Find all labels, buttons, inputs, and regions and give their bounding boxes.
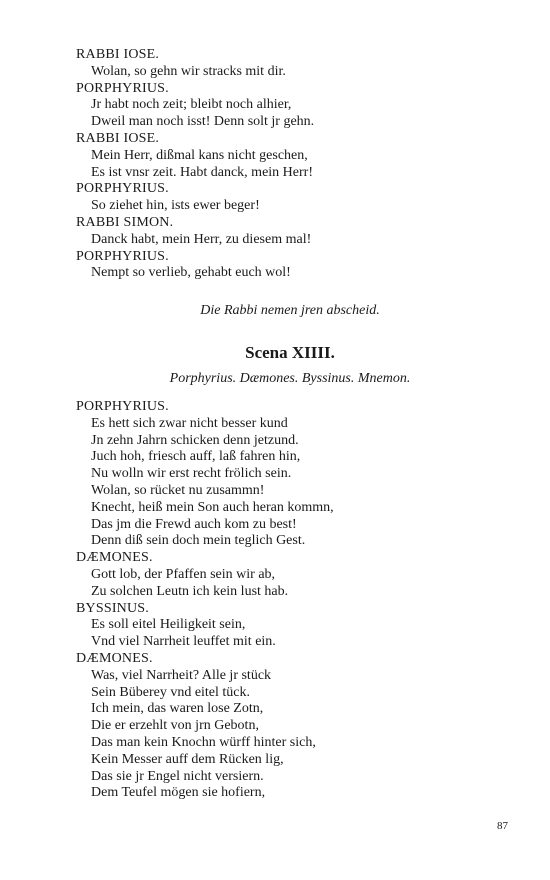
verse-line: Das jm die Frewd auch kom zu best! bbox=[91, 516, 297, 532]
verse-line: Die er erzehlt von jrn Gebotn, bbox=[91, 718, 259, 734]
verse-line: Das man kein Knochn würff hinter sich, bbox=[91, 734, 316, 750]
verse-line: Ich mein, das waren lose Zotn, bbox=[91, 701, 264, 717]
verse-line: Vnd viel Narrheit leuffet mit ein. bbox=[91, 634, 276, 650]
verse-line: Es ist vnsr zeit. Habt danck, mein Herr! bbox=[91, 164, 313, 180]
verse-line: Das sie jr Engel nicht versiern. bbox=[91, 768, 264, 784]
verse-line: Nempt so verlieb, gehabt euch wol! bbox=[91, 265, 291, 281]
verse-line: Dweil man noch isst! Denn solt jr gehn. bbox=[91, 114, 315, 130]
speaker-name: BYSSINUS. bbox=[76, 600, 149, 616]
verse-line: Gott lob, der Pfaffen sein wir ab, bbox=[91, 566, 276, 582]
speaker-name: PORPHYRIUS. bbox=[76, 248, 169, 264]
speaker-name: RABBI IOSE. bbox=[76, 130, 160, 146]
verse-line: Jn zehn Jahrn schicken denn jetzund. bbox=[91, 432, 299, 448]
verse-line: Denn diß sein doch mein teglich Gest. bbox=[91, 533, 306, 549]
verse-line: Juch hoh, friesch auff, laß fahren hin, bbox=[91, 449, 301, 465]
verse-line: Wolan, so rücket nu zusammn! bbox=[91, 482, 265, 498]
verse-line: Zu solchen Leutn ich kein lust hab. bbox=[91, 583, 289, 599]
verse-line: Danck habt, mein Herr, zu diesem mal! bbox=[91, 231, 312, 247]
verse-line: Wolan, so gehn wir stracks mit dir. bbox=[91, 63, 286, 79]
dialogue-block-top bbox=[76, 47, 476, 282]
dialogue-block-bottom bbox=[76, 399, 476, 802]
verse-line: Kein Messer auff dem Rücken lig, bbox=[91, 751, 284, 767]
speaker-name: RABBI SIMON. bbox=[76, 214, 174, 230]
speaker-name: DÆMONES. bbox=[76, 650, 153, 666]
verse-line: Nu wolln wir erst recht frölich sein. bbox=[91, 466, 292, 482]
verse-line: Sein Büberey vnd eitel tück. bbox=[91, 684, 251, 700]
verse-line: Dem Teufel mögen sie hofiern, bbox=[91, 785, 266, 801]
page-number: 87 bbox=[497, 820, 508, 832]
speaker-name: PORPHYRIUS. bbox=[76, 181, 169, 197]
verse-line: Jr habt noch zeit; bleibt noch alhier, bbox=[91, 97, 292, 113]
speaker-name: PORPHYRIUS. bbox=[76, 399, 169, 414]
verse-line: Knecht, heiß mein Son auch heran kommn, bbox=[91, 499, 334, 515]
scene-title: Scena XIIII. bbox=[245, 343, 335, 362]
verse-line: Mein Herr, dißmal kans nicht geschen, bbox=[91, 147, 308, 163]
scene-persons: Porphyrius. Dæmones. Byssinus. Mnemon. bbox=[169, 371, 411, 386]
verse-line: Es hett sich zwar nicht besser kund bbox=[91, 415, 288, 431]
verse-line: So ziehet hin, ists ewer beger! bbox=[91, 198, 260, 214]
verse-line: Was, viel Narrheit? Alle jr stück bbox=[91, 667, 272, 683]
speaker-name: PORPHYRIUS. bbox=[76, 80, 169, 96]
stage-direction: Die Rabbi nemen jren abscheid. bbox=[200, 303, 380, 318]
verse-line: Es soll eitel Heiligkeit sein, bbox=[91, 617, 246, 633]
speaker-name: RABBI IOSE. bbox=[76, 47, 160, 62]
speaker-name: DÆMONES. bbox=[76, 550, 153, 566]
